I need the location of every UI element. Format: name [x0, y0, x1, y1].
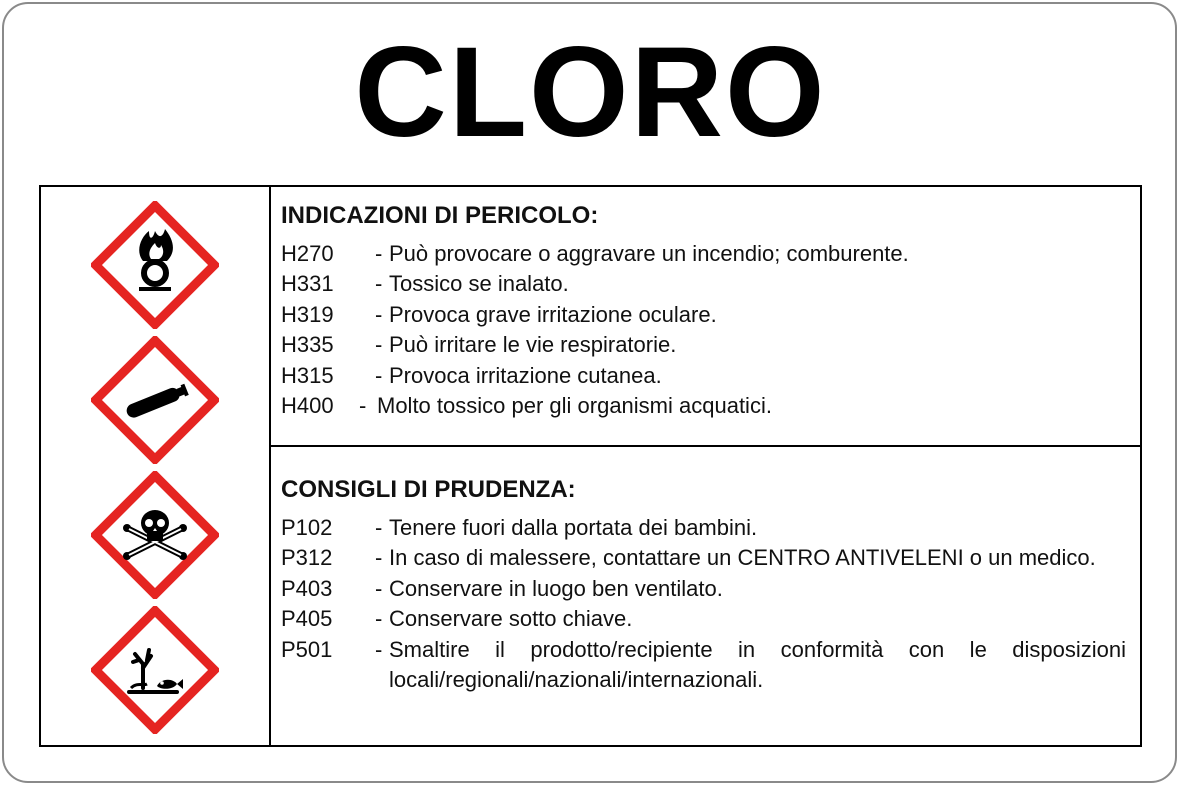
hazard-text: Provoca irritazione cutanea.: [389, 362, 662, 388]
precaution-item: [281, 543, 1126, 573]
hazard-code: H335: [281, 332, 334, 358]
gas-cylinder-icon: [91, 336, 219, 464]
precaution-text: Tenere fuori dalla portata dei bambini.: [389, 515, 758, 540]
precaution-code: P102: [281, 515, 333, 540]
precaution-dash: -: [375, 545, 383, 571]
precaution-text: Conservare in luogo ben ventilato.: [389, 575, 723, 601]
precaution-code: P403: [281, 575, 333, 601]
hazard-text: Provoca grave irritazione oculare.: [389, 301, 717, 327]
hazard-item: [281, 330, 1126, 360]
hazard-code: H319: [281, 301, 334, 327]
hazard-text: Tossico se inalato.: [389, 271, 569, 297]
hazard-text: Molto tossico per gli organismi acquatici.: [377, 393, 772, 419]
skull-crossbones-icon: [91, 471, 219, 599]
precaution-list: [281, 513, 1126, 695]
hazard-dash: -: [375, 241, 383, 266]
hazard-dash: -: [375, 301, 383, 327]
precaution-code: P312: [281, 545, 333, 571]
hazard-dash: -: [375, 271, 383, 297]
precaution-dash: -: [375, 515, 383, 540]
pictogram-column: [41, 187, 271, 745]
precaution-item: [281, 574, 1126, 604]
precaution-text: Conservare sotto chiave.: [389, 606, 633, 632]
hazard-text: Può irritare le vie respiratorie.: [389, 332, 677, 358]
hazard-item: [281, 300, 1126, 330]
precaution-dash: -: [375, 575, 383, 601]
hazard-item: [281, 361, 1126, 391]
precaution-code: P405: [281, 606, 333, 632]
label-panel: [39, 185, 1142, 747]
hazard-code: H331: [281, 271, 334, 297]
precaution-text: Smaltire il prodotto/recipiente in conformità con le disposizioni locali/regionali/nazionali/internazionali.: [389, 636, 1126, 693]
precaution-dash: -: [375, 606, 383, 632]
hazard-item: [281, 269, 1126, 299]
precaution-item: [281, 635, 1126, 696]
precaution-dash: -: [375, 636, 383, 662]
hazard-item: [281, 391, 1126, 421]
page-title: CLORO: [354, 21, 827, 164]
flame-over-circle-icon: [91, 201, 219, 329]
hazard-heading: INDICAZIONI DI PERICOLO:: [281, 202, 599, 229]
hazard-code: H400: [281, 393, 334, 419]
precaution-heading: CONSIGLI DI PRUDENZA:: [281, 476, 576, 503]
precautionary-statements-section: [269, 447, 1140, 745]
hazard-dash: -: [375, 362, 383, 388]
hazard-dash: -: [359, 393, 367, 419]
precaution-code: P501: [281, 636, 333, 662]
hazard-statements-section: [269, 187, 1140, 447]
hazard-dash: -: [375, 332, 383, 358]
hazard-code: H270: [281, 241, 334, 266]
precaution-item: [281, 513, 1126, 543]
hazard-list: [281, 239, 1126, 421]
precaution-item: [281, 604, 1126, 634]
hazard-text: Può provocare o aggravare un incendio; comburente.: [389, 241, 909, 266]
hazard-code: H315: [281, 362, 334, 388]
environment-icon: [91, 606, 219, 734]
hazard-item: [281, 239, 1126, 269]
precaution-text: In caso di malessere, contattare un CENTRO ANTIVELENI o un medico.: [389, 545, 1096, 571]
